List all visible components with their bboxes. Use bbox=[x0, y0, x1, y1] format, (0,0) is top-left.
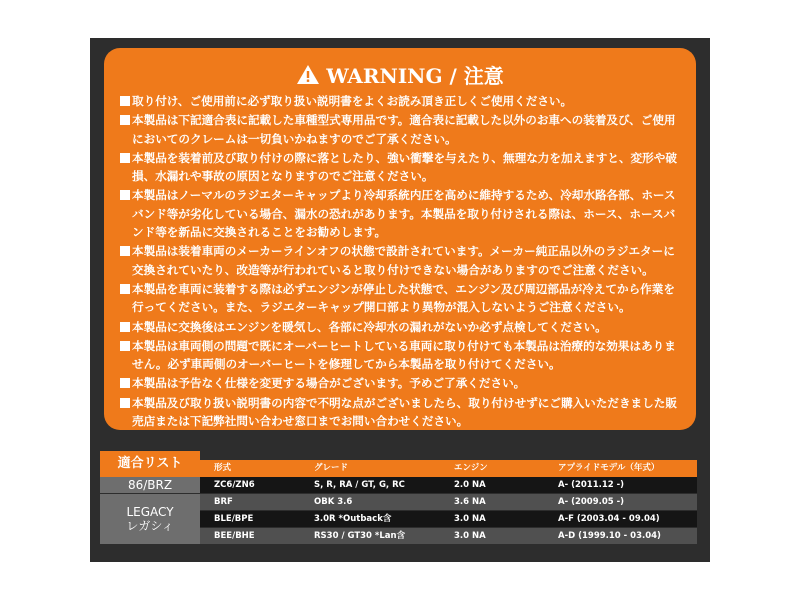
header-grade: グレード bbox=[314, 463, 349, 473]
table-row: ZC6/ZN6 S, R, RA / GT, G, RC 2.0 NA A- (2011.12 -) bbox=[200, 477, 697, 493]
warning-item: 本製品を車両に装着する際は必ずエンジンが停止した状態で、エンジン及び周辺部品が冷えてから作業を行ってください。また、ラジエターキャップ開口部より異物が混入しないようご注意ください。 bbox=[120, 280, 684, 317]
header-type: 形式 bbox=[214, 463, 232, 473]
square-bullet-icon bbox=[120, 115, 130, 125]
header-applied-model: アプライドモデル（年式） bbox=[558, 463, 660, 473]
square-bullet-icon bbox=[120, 246, 130, 256]
table-row: BEE/BHE RS30 / GT30 *Lan含 3.0 NA A-D (1999.10 - 03.04) bbox=[200, 528, 697, 544]
warning-item: 本製品に交換後はエンジンを暖気し、各部に冷却水の漏れがないか必ず点検してください。 bbox=[120, 318, 684, 336]
model-cell-legacy: LEGACY レガシィ bbox=[100, 494, 200, 544]
warning-title-text: WARNING / 注意 bbox=[326, 64, 504, 88]
compat-list-tab: 適合リスト bbox=[100, 451, 200, 477]
warning-item: 本製品は車両側の問題で既にオーバーヒートしている車両に取り付けても本製品は治療的な効果はありません。必ず車両側のオーバーヒートを修理してから本製品を取り付けてください。 bbox=[120, 337, 684, 374]
square-bullet-icon bbox=[120, 378, 130, 388]
square-bullet-icon bbox=[120, 153, 130, 163]
warning-triangle-icon bbox=[296, 64, 320, 85]
square-bullet-icon bbox=[120, 398, 130, 408]
square-bullet-icon bbox=[120, 284, 130, 294]
model-cell-86brz: 86/BRZ bbox=[100, 477, 200, 493]
warning-item: 本製品は装着車両のメーカーラインオフの状態で設計されています。メーカー純正品以外のラジエターに交換されていたり、改造等が行われていると取り付けできない場合がありますのでご注意ください。 bbox=[120, 242, 684, 279]
warning-item: 本製品は下記適合表に記載した車種型式専用品です。適合表に記載した以外のお車への装着及び、ご使用においてのクレームは一切負いかねますのでご了承ください。 bbox=[120, 111, 684, 148]
warning-item: 本製品を装着前及び取り付けの際に落としたり、強い衝撃を与えたり、無理な力を加えますと、変形や破損、水漏れや事故の原因となりますのでご注意ください。 bbox=[120, 149, 684, 186]
warning-item: 本製品はノーマルのラジエターキャップより冷却系統内圧を高めに維持するため、冷却水路各部、ホースバンド等が劣化している場合、漏水の恐れがあります。本製品を取り付けされる際は、ホース、ホースバンド等を新品に交換されることをお勧めします。 bbox=[120, 186, 684, 241]
square-bullet-icon bbox=[120, 341, 130, 351]
compat-header bbox=[200, 460, 697, 477]
square-bullet-icon bbox=[120, 322, 130, 332]
warning-item: 本製品及び取り扱い説明書の内容で不明な点がございましたら、取り付けせずにご購入いただきました販売店または下記弊社問い合わせ窓口までお問い合わせください。 bbox=[120, 394, 684, 431]
warning-list bbox=[120, 92, 684, 431]
square-bullet-icon bbox=[120, 190, 130, 200]
table-row: BLE/BPE 3.0R *Outback含 3.0 NA A-F (2003.04 - 09.04) bbox=[200, 511, 697, 527]
warning-item: 本製品は予告なく仕様を変更する場合がございます。予めご了承ください。 bbox=[120, 374, 684, 392]
table-row: BRF OBK 3.6 3.6 NA A- (2009.05 -) bbox=[200, 494, 697, 510]
warning-title bbox=[104, 60, 696, 89]
warning-box bbox=[104, 48, 696, 430]
square-bullet-icon bbox=[120, 96, 130, 106]
header-engine: エンジン bbox=[454, 463, 488, 473]
warning-item: 取り付け、ご使用前に必ず取り扱い説明書をよくお読み頂き正しくご使用ください。 bbox=[120, 92, 684, 110]
